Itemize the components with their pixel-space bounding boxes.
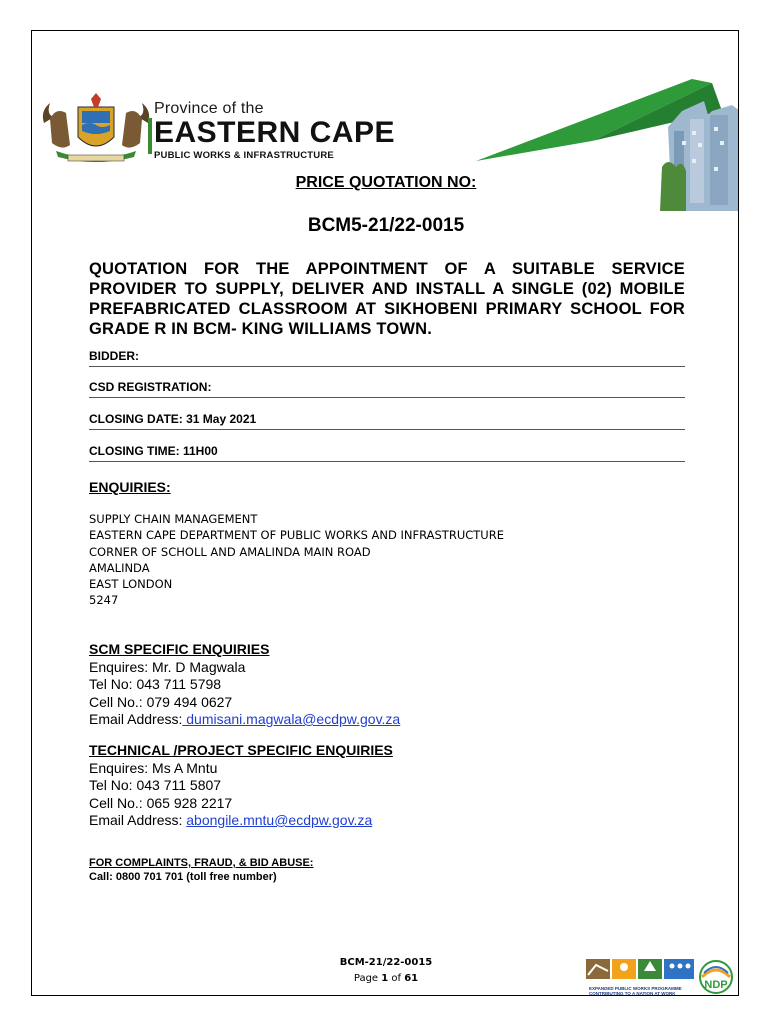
address-line: CORNER OF SCHOLL AND AMALINDA MAIN ROAD	[89, 544, 371, 559]
closing-time-field: CLOSING TIME: 11H00	[89, 444, 685, 462]
technical-email-row	[89, 812, 393, 830]
technical-enquiries-title: TECHNICAL /PROJECT SPECIFIC ENQUIRIES	[89, 742, 393, 758]
technical-cell: Cell No.: 065 928 2217	[89, 794, 233, 811]
bidder-field: BIDDER:	[89, 349, 685, 367]
address-line: AMALINDA	[89, 560, 150, 575]
coat-of-arms-logo	[36, 93, 156, 165]
department-name: PUBLIC WORKS & INFRASTRUCTURE	[154, 150, 334, 161]
province-divider	[148, 118, 152, 154]
csd-registration-field: CSD REGISTRATION:	[89, 380, 685, 398]
technical-contact-person: Enquires: Ms A Mntu	[89, 759, 218, 776]
scm-email-label: Email Address:	[89, 711, 183, 727]
address-line: EASTERN CAPE DEPARTMENT OF PUBLIC WORKS AND INFRASTRUCTURE	[89, 528, 504, 543]
scm-email-link[interactable]: dumisani.magwala@ecdpw.gov.za	[182, 711, 401, 727]
province-name: EASTERN CAPE	[154, 116, 396, 149]
scm-enquiries-title: SCM SPECIFIC ENQUIRIES	[89, 641, 270, 657]
page-number: Page 1 of 61	[353, 973, 419, 984]
department-logo-text	[154, 101, 404, 162]
ndp-label: NDP	[704, 979, 728, 991]
province-label: Province of the	[154, 100, 264, 117]
address-line: SUPPLY CHAIN MANAGEMENT	[89, 512, 258, 526]
scm-enquiries-block	[89, 641, 400, 729]
epwp-caption: EXPANDED PUBLIC WORKS PROGRAMME CONTRIBUTING TO A NATION AT WORK	[589, 986, 682, 996]
footer-reference: BCM-21/22-0015	[339, 957, 433, 968]
closing-date-field: CLOSING DATE: 31 May 2021	[89, 412, 685, 430]
document-page	[31, 30, 739, 996]
quotation-title: QUOTATION FOR THE APPOINTMENT OF A SUITABLE SERVICE PROVIDER TO SUPPLY, DELIVER AND INSTALL A SINGLE (02) MOBILE PREFABRICATED CLASSROOM AT SIKHOBENI PRIMARY SCHOOL FOR GRADE R IN BCM- KING WILLIAMS TOWN.	[89, 260, 685, 338]
complaints-block	[89, 856, 313, 884]
scm-contact-person: Enquires: Mr. D Magwala	[89, 658, 246, 675]
address-line: 5247	[89, 593, 119, 608]
green-swoosh-graphic	[472, 71, 739, 216]
address-line: EAST LONDON	[89, 577, 173, 592]
scm-cell: Cell No.: 079 494 0627	[89, 693, 233, 710]
complaints-title: FOR COMPLAINTS, FRAUD, & BID ABUSE:	[89, 857, 314, 869]
enquiries-heading: ENQUIRIES:	[89, 479, 171, 495]
complaints-call: Call: 0800 701 701 (toll free number)	[89, 871, 277, 883]
enquiries-address	[89, 511, 504, 609]
scm-email-row	[89, 711, 400, 729]
technical-enquiries-block	[89, 742, 393, 830]
scm-tel: Tel No: 043 711 5798	[89, 676, 222, 692]
technical-tel: Tel No: 043 711 5807	[89, 777, 222, 793]
quotation-heading: PRICE QUOTATION NO:	[295, 174, 477, 191]
ndp-logo	[698, 959, 734, 995]
quotation-number: BCM5-21/22-0015	[307, 215, 465, 236]
technical-email-link[interactable]: abongile.mntu@ecdpw.gov.za	[186, 812, 373, 828]
technical-email-label: Email Address:	[89, 812, 187, 828]
